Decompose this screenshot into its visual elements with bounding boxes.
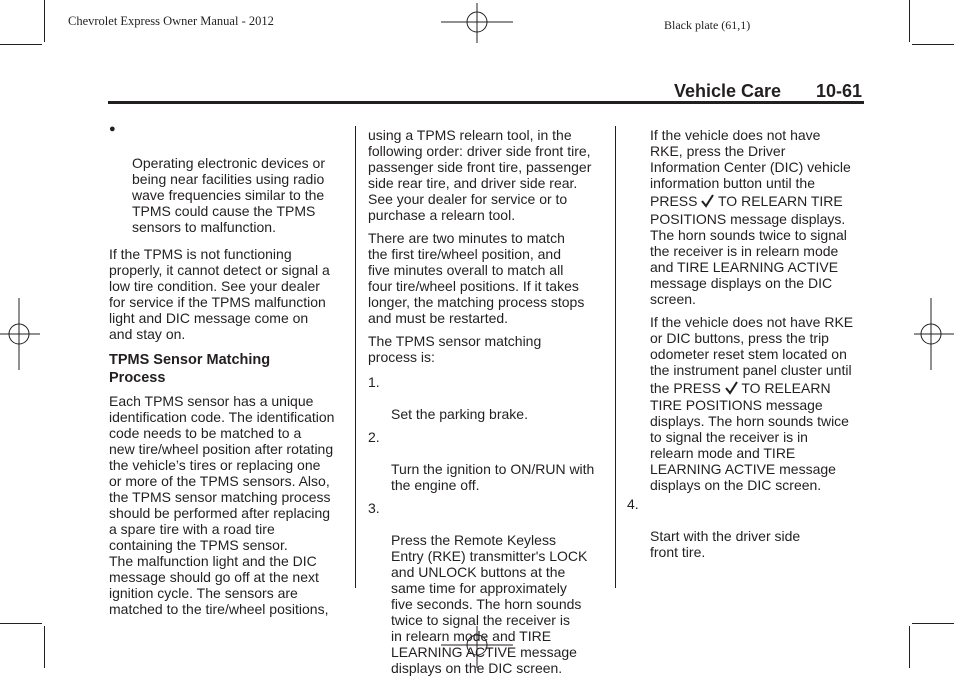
crop-mark-bottom-right-v bbox=[909, 626, 910, 668]
step-number: 4. bbox=[627, 496, 639, 512]
paragraph: using a TPMS relearn tool, in the following order: driver side front tire, passenger side front tire, passenger side rear tire, and driver side rear. See your dealer for service or to purchase a relearn tool. bbox=[368, 127, 592, 223]
registration-mark-right-icon bbox=[914, 298, 954, 370]
plate-info: Black plate (61,1) bbox=[664, 18, 751, 32]
list-item bbox=[627, 496, 872, 560]
crop-mark-top-left-h bbox=[0, 44, 42, 45]
manual-title: Chevrolet Express Owner Manual - 2012 bbox=[68, 14, 274, 28]
column-divider-2 bbox=[615, 126, 616, 588]
paragraph: If the vehicle does not have RKE, press the Driver Information Center (DIC) vehicle information button until the bbox=[650, 127, 851, 191]
page-number: 10-61 bbox=[816, 81, 863, 101]
checkmark-icon bbox=[725, 381, 738, 395]
column-1 bbox=[109, 123, 354, 624]
registration-mark-left-icon bbox=[0, 298, 40, 370]
press-line bbox=[650, 380, 872, 396]
column-divider-1 bbox=[355, 126, 356, 588]
paragraph: If the vehicle does not have RKE or DIC buttons, press the trip odometer reset stem located on the instrument panel cluster until bbox=[650, 314, 854, 378]
press-text: PRESS bbox=[650, 193, 698, 209]
crop-mark-top-right-v bbox=[909, 0, 910, 42]
step-text: Set the parking brake. bbox=[391, 406, 528, 422]
list-item bbox=[368, 374, 613, 422]
step-number: 1. bbox=[368, 374, 380, 390]
section-heading: TPMS Sensor Matching Process bbox=[109, 352, 271, 386]
crop-mark-top-right-h bbox=[912, 44, 954, 45]
list-item bbox=[368, 429, 613, 493]
press-text: the PRESS bbox=[650, 380, 721, 396]
section-title: Vehicle Care bbox=[674, 81, 782, 101]
paragraph: If the TPMS is not functioning properly, it cannot detect or signal a low tire condition. See your dealer for service if the TPMS malfunction light and DIC message come on and stay on. bbox=[109, 246, 330, 342]
step-number: 3. bbox=[368, 500, 380, 516]
press-line bbox=[650, 193, 872, 209]
bullet-icon: ● bbox=[109, 123, 116, 135]
column-3 bbox=[627, 127, 872, 567]
paragraph: Each TPMS sensor has a unique identification code. The identification code needs to be matched to a new tire/wheel position after rotating the vehicle’s tires or replacing one or more of the TPMS sensors. Also, the TPMS sensor matching process should be performed after replacing a spare tire with a road tire containing the TPMS sensor. The malfunction light and the DIC message should go off at the next ignition cycle. The sensors are matched to the tire/wheel positions, bbox=[109, 393, 335, 617]
paragraph: POSITIONS message displays. The horn sounds twice to signal the receiver is in relearn mode and TIRE LEARNING ACTIVE message displays on the DIC screen. bbox=[650, 211, 847, 307]
step-number: 2. bbox=[368, 429, 380, 445]
paragraph: TIRE POSITIONS message displays. The horn sounds twice to signal the receiver is in relearn mode and TIRE LEARNING ACTIVE message displays on the DIC screen. bbox=[650, 397, 849, 493]
column-2 bbox=[368, 127, 613, 683]
crop-mark-bottom-right-h bbox=[912, 623, 954, 624]
sub-step-block bbox=[627, 127, 872, 493]
crop-mark-bottom-left-h bbox=[0, 623, 42, 624]
registration-mark-top-icon bbox=[441, 3, 513, 43]
paragraph: There are two minutes to match the first tire/wheel position, and five minutes overall to match all four tire/wheel positions. If it takes longer, the matching process stops and must be restarted. bbox=[368, 230, 585, 326]
press-after-text: TO RELEARN bbox=[741, 380, 831, 396]
bullet-text: Operating electronic devices or being near facilities using radio wave frequencies similar to the TPMS could cause the TPMS sensors to malfunction. bbox=[132, 155, 325, 235]
list-item bbox=[368, 500, 613, 676]
header-rule bbox=[108, 101, 864, 104]
paragraph: The TPMS sensor matching process is: bbox=[368, 333, 542, 365]
press-after-text: TO RELEARN TIRE bbox=[718, 193, 843, 209]
checkmark-icon bbox=[701, 194, 714, 208]
crop-mark-bottom-left-v bbox=[44, 626, 45, 668]
step-text: Press the Remote Keyless Entry (RKE) transmitter's LOCK and UNLOCK buttons at the same time for approximately five seconds. The horn sounds twice to signal the receiver is in relearn mode and TIRE LEARNING ACTIVE message displays on the DIC screen. bbox=[391, 532, 588, 676]
bullet-item bbox=[109, 123, 354, 235]
step-text: Turn the ignition to ON/RUN with the engine off. bbox=[391, 461, 595, 493]
crop-mark-top-left-v bbox=[44, 0, 45, 42]
step-text: Start with the driver side front tire. bbox=[650, 528, 801, 560]
